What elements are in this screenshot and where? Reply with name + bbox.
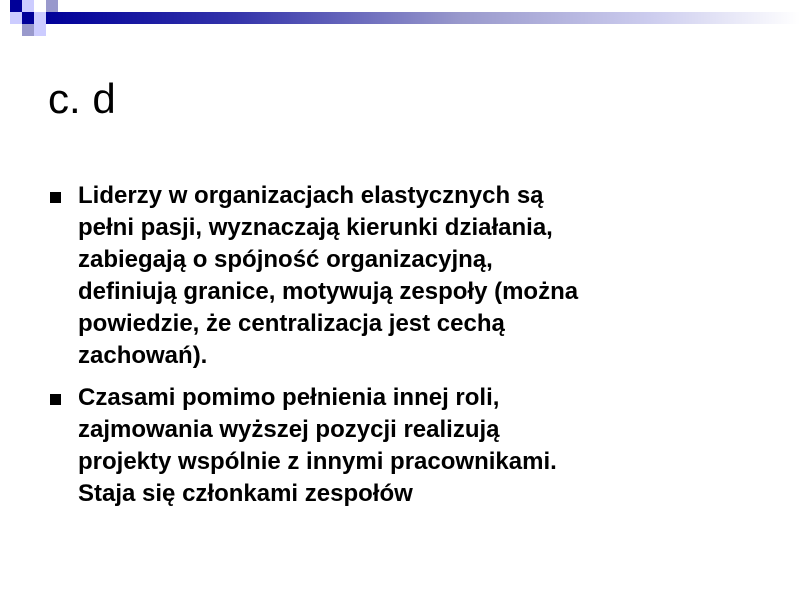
square-bullet-icon [50,394,61,405]
bullet-list [48,180,768,520]
deco-square [22,0,34,12]
bullet-text-line: Staja się członkami zespołów [78,480,413,507]
deco-square [34,12,46,24]
deco-square [22,12,34,24]
bullet-item [48,180,768,372]
bullet-item [48,382,768,510]
deco-square [46,0,58,12]
bullet-text-line: zachowań). [78,342,208,369]
bullet-text-line: powiedzie, że centralizacja jest cechą [78,310,505,337]
bullet-text-line: zajmowania wyższej pozycji realizują [78,416,500,443]
deco-square [22,24,34,36]
deco-square [10,12,22,24]
bullet-text-line: pełni pasji, wyznaczają kierunki działania, [78,214,553,241]
slide-title: c. d [48,75,116,122]
square-bullet-icon [50,192,61,203]
bullet-text-line: Czasami pomimo pełnienia innej roli, [78,384,500,411]
bullet-text-line: zabiegają o spójność organizacyjną, [78,246,493,273]
deco-square [10,0,22,12]
bullet-text-line: projekty wspólnie z innymi pracownikami. [78,448,557,475]
header-gradient-bar [46,12,800,24]
bullet-text-line: Liderzy w organizacjach elastycznych są [78,182,544,209]
bullet-text-line: definiują granice, motywują zespoły (można [78,278,579,305]
deco-square [34,24,46,36]
